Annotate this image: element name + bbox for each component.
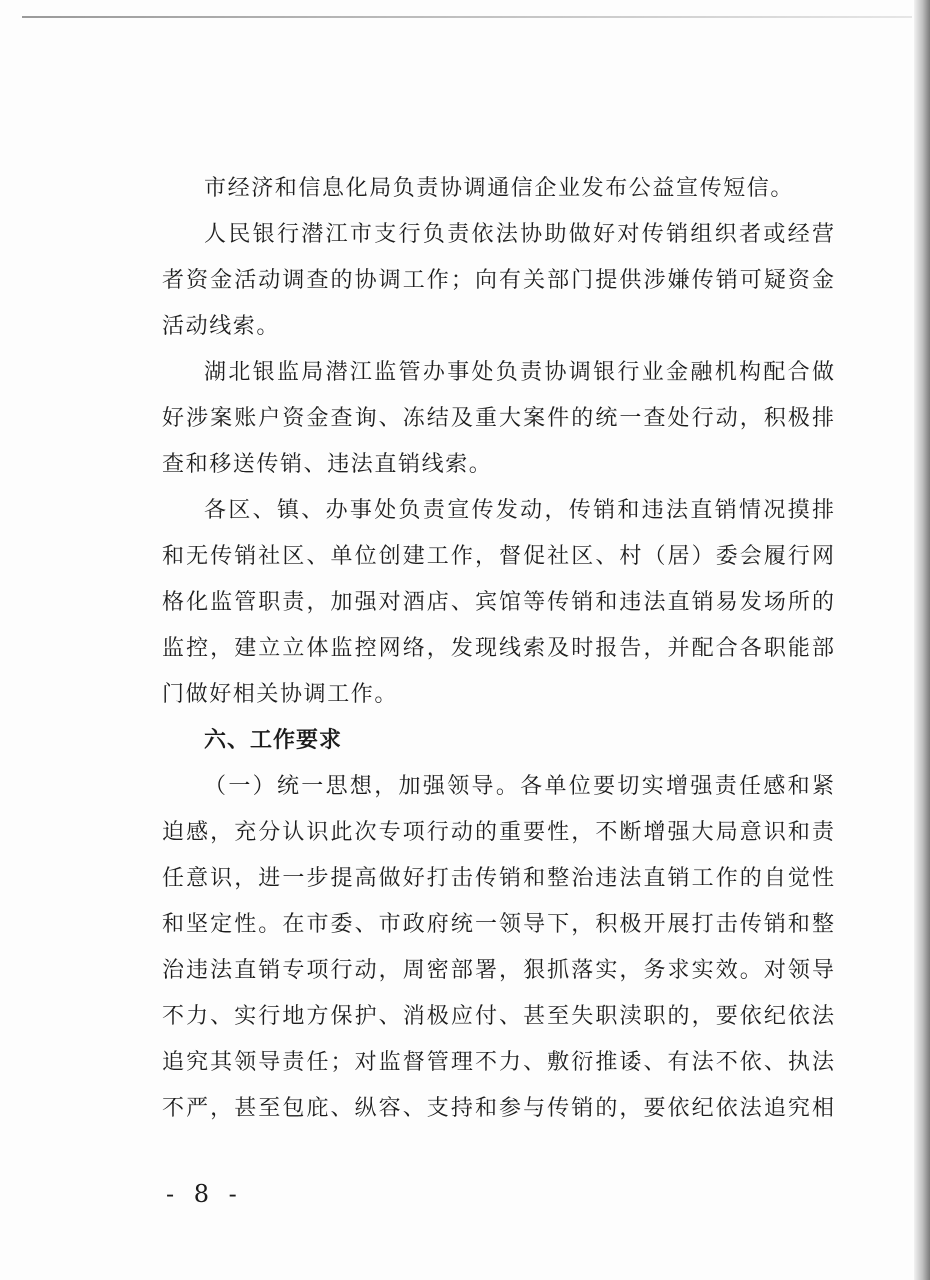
top-rule [22,16,912,18]
text-line: 格化监管职责，加强对酒店、宾馆等传销和违法直销易发场所的 [162,590,834,615]
text-line: 好涉案账户资金查询、冻结及重大案件的统一查处行动，积极排 [162,406,834,431]
text-line: 活动线索。 [162,314,281,339]
text-line: 湖北银监局潜江监管办事处负责协调银行业金融机构配合做 [204,360,834,385]
text-line: 监控，建立立体监控网络，发现线索及时报告，并配合各职能部 [162,636,834,661]
text-line: 各区、镇、办事处负责宣传发动，传销和违法直销情况摸排 [204,498,834,523]
text-line: 和无传销社区、单位创建工作，督促社区、村（居）委会履行网 [162,544,834,569]
text-line: 追究其领导责任；对监督管理不力、敷衍推诿、有法不依、执法 [162,1050,834,1075]
page-number: - 8 - [166,1180,243,1208]
text-line: 不严，甚至包庇、纵容、支持和参与传销的，要依纪依法追究相 [162,1096,834,1121]
section-heading: 六、工作要求 [204,728,343,753]
text-line: 和坚定性。在市委、市政府统一领导下，积极开展打击传销和整 [162,912,834,937]
text-line: 人民银行潜江市支行负责依法协助做好对传销组织者或经营 [204,222,834,247]
text-line: 治违法直销专项行动，周密部署，狠抓落实，务求实效。对领导 [162,958,834,983]
text-line: 查和移送传销、违法直销线索。 [162,452,493,477]
text-line: 任意识，进一步提高做好打击传销和整治违法直销工作的自觉性 [162,866,834,891]
text-line: 迫感，充分认识此次专项行动的重要性，不断增强大局意识和责 [162,820,834,845]
text-line: 市经济和信息化局负责协调通信企业发布公益宣传短信。 [204,176,795,201]
text-line: 不力、实行地方保护、消极应付、甚至失职渎职的，要依纪依法 [162,1004,834,1029]
text-line: （一）统一思想，加强领导。各单位要切实增强责任感和紧 [204,774,834,799]
document-body [162,166,834,1132]
text-line: 门做好相关协调工作。 [162,682,399,707]
scan-edge-shadow [914,0,930,1280]
text-line: 者资金活动调查的协调工作；向有关部门提供涉嫌传销可疑资金 [162,268,834,293]
